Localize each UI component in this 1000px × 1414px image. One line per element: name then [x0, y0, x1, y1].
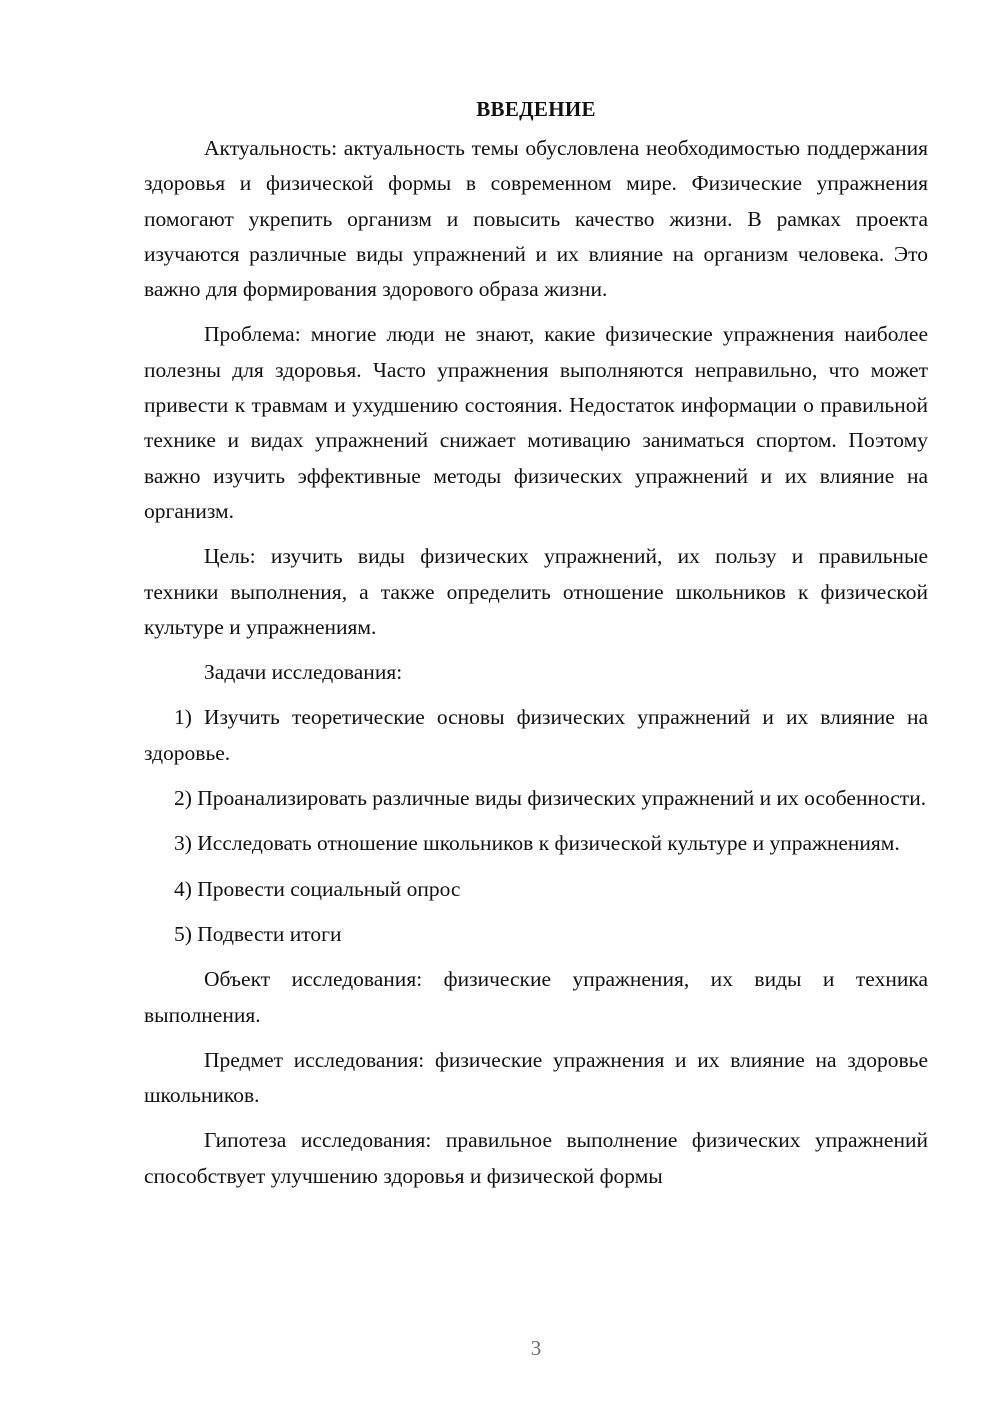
paragraph-goal: Цель: изучить виды физических упражнений, их пользу и правильные техники выполнения, а также определить отношение школьников к физической культуре и упражнениям. [144, 544, 928, 639]
task-item-3: 3) Исследовать отношение школьников к физической культуре и упражнениям. [174, 831, 900, 856]
paragraph-hypothesis: Гипотеза исследования: правильное выполнение физических упражнений способствует улучшению здоровья и физической формы [144, 1128, 928, 1188]
paragraph-subject: Предмет исследования: физические упражнения и их влияние на здоровье школьников. [144, 1047, 928, 1108]
task-item-5: 5) Подвести итоги [174, 921, 342, 946]
paragraph-object: Объект исследования: физические упражнения, их виды и техника выполнения. [144, 967, 928, 1027]
task-item-1: 1) Изучить теоретические основы физических упражнений и их влияние на здоровье. [144, 705, 928, 765]
paragraph-tasks-heading: Задачи исследования: [204, 660, 403, 685]
page-number: 3 [530, 1336, 542, 1360]
paragraph-relevance: Актуальность: актуальность темы обусловлена необходимостью поддержания здоровья и физической формы в современном мире. Физические упражнения помогают укрепить организм и повысить качество жизни. В рамках проекта изучаются различные виды упражнений и их влияние на организм человека. Это важно для формирования здорового образа жизни. [144, 136, 928, 302]
paragraph-problem: Проблема: многие люди не знают, какие физические упражнения наиболее полезны для здоровья. Часто упражнения выполняются неправильно, что может привести к травмам и ухудшению состояния. Недостаток информации о правильной технике и видах упражнений снижает мотивацию заниматься спортом. Поэтому важно изучить эффективные методы физических упражнений и их влияние на организм. [144, 322, 928, 523]
task-item-4: 4) Провести социальный опрос [174, 876, 461, 901]
document-page [144, 92, 928, 1204]
task-item-2: 2) Проанализировать различные виды физических упражнений и их особенности. [174, 786, 927, 811]
page-title: ВВЕДЕНИЕ [476, 97, 596, 121]
